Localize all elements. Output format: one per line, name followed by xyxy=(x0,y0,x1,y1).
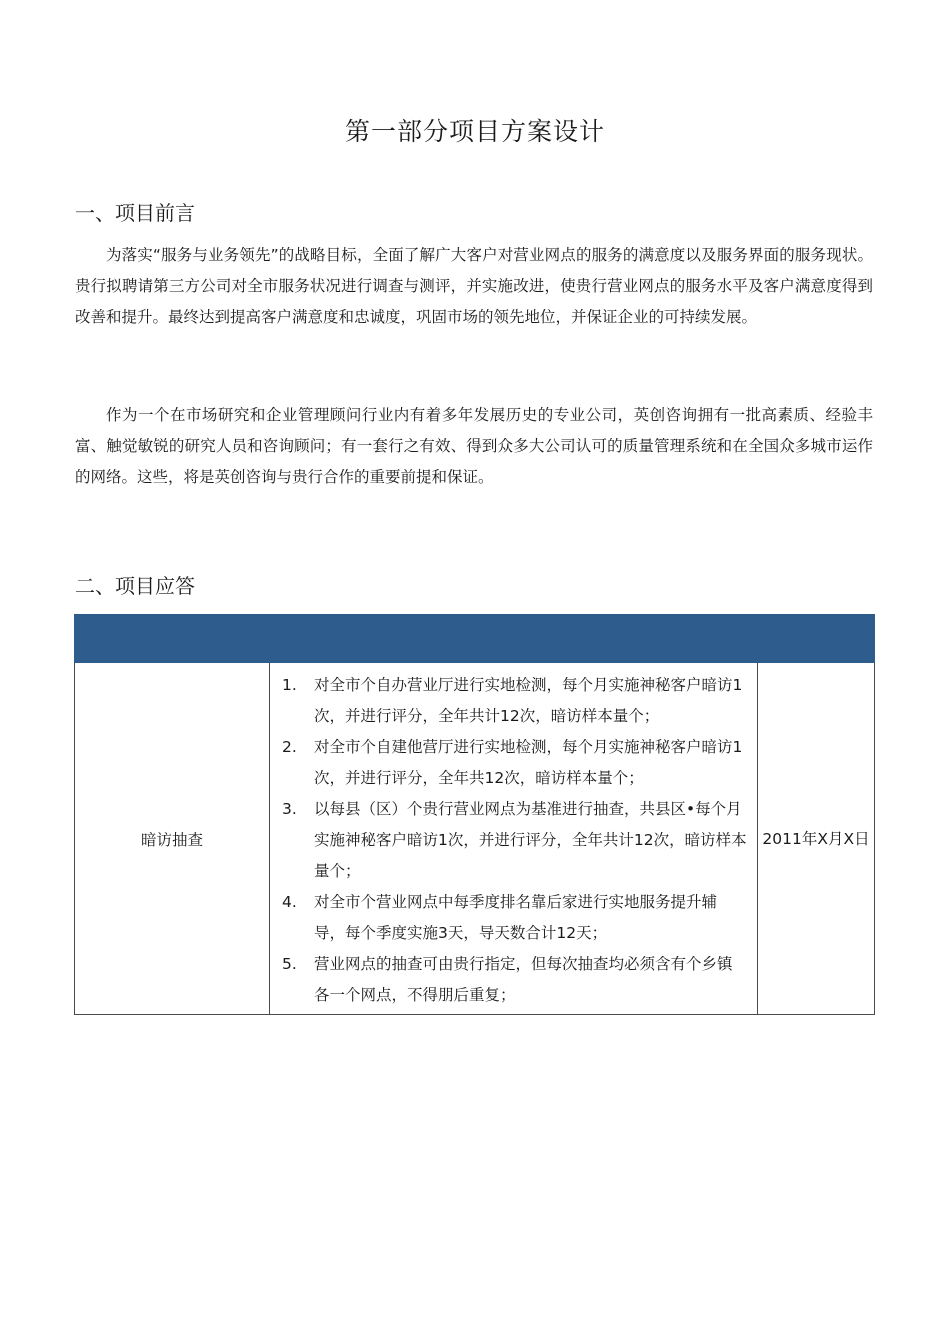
item-text: 营业网点的抽查可由贵行指定，但每次抽查均必须含有个乡镇各一个网点，不得朋后重复； xyxy=(314,955,733,1004)
category-cell: 暗访抽查 xyxy=(75,663,270,1015)
item-number: 2. xyxy=(282,738,297,756)
table-header-cell xyxy=(75,615,270,663)
item-text: 对全市个营业网点中每季度排名靠后家进行实地服务提升辅导，每个季度实施3天，导天数合计12天； xyxy=(314,893,718,942)
item-text: 对全市个自办营业厅进行实地检测，每个月实施神秘客户暗访1次，并进行评分，全年共计12次，暗访样本量个； xyxy=(314,676,743,725)
list-item xyxy=(282,949,747,1011)
list-item xyxy=(282,794,747,887)
section-heading-preface: 一、项目前言 xyxy=(75,201,195,225)
date-cell: 2011年X月X日 xyxy=(758,663,875,1015)
preface-paragraph-1: 为落实“服务与业务领先”的战略目标，全面了解广大客户对营业网点的服务的满意度以及服务界面的服务现状。贵行拟聘请第三方公司对全市服务状况进行调查与测评，并实施改进，使贵行营业网点的服务水平及客户满意度得到改善和提升。最终达到提高客户满意度和忠诚度，巩固市场的领先地位，并保证企业的可持续发展。 xyxy=(75,246,873,326)
item-number: 1. xyxy=(282,676,297,694)
page-title: 第一部分项目方案设计 xyxy=(344,117,605,146)
list-item xyxy=(282,670,747,732)
items-cell xyxy=(270,663,758,1015)
preface-paragraph-2: 作为一个在市场研究和企业管理顾问行业内有着多年发展历史的专业公司，英创咨询拥有一批高素质、经验丰富、触觉敏锐的研究人员和咨询顾问；有一套行之有效、得到众多大公司认可的质量管理系统和在全国众多城市运作的网络。这些，将是英创咨询与贵行合作的重要前提和保证。 xyxy=(75,406,873,486)
list-item xyxy=(282,887,747,949)
item-text: 对全市个自建他营厅进行实地检测，每个月实施神秘客户暗访1次，并进行评分，全年共12次，暗访样本量个； xyxy=(314,738,743,787)
section-heading-response: 二、项目应答 xyxy=(75,574,195,598)
table-header-cell xyxy=(270,615,758,663)
item-list xyxy=(270,663,757,1014)
table-header-cell xyxy=(758,615,875,663)
table-row xyxy=(75,663,875,1015)
item-number: 4. xyxy=(282,893,297,911)
item-number: 5. xyxy=(282,955,297,973)
list-item xyxy=(282,732,747,794)
response-table xyxy=(74,614,875,1015)
item-number: 3. xyxy=(282,800,297,818)
item-text: 以每县（区）个贵行营业网点为基准进行抽查，共县区•每个月实施神秘客户暗访1次，并进行评分，全年共计12次，暗访样本量个； xyxy=(314,800,747,880)
table-header-row xyxy=(75,615,875,663)
